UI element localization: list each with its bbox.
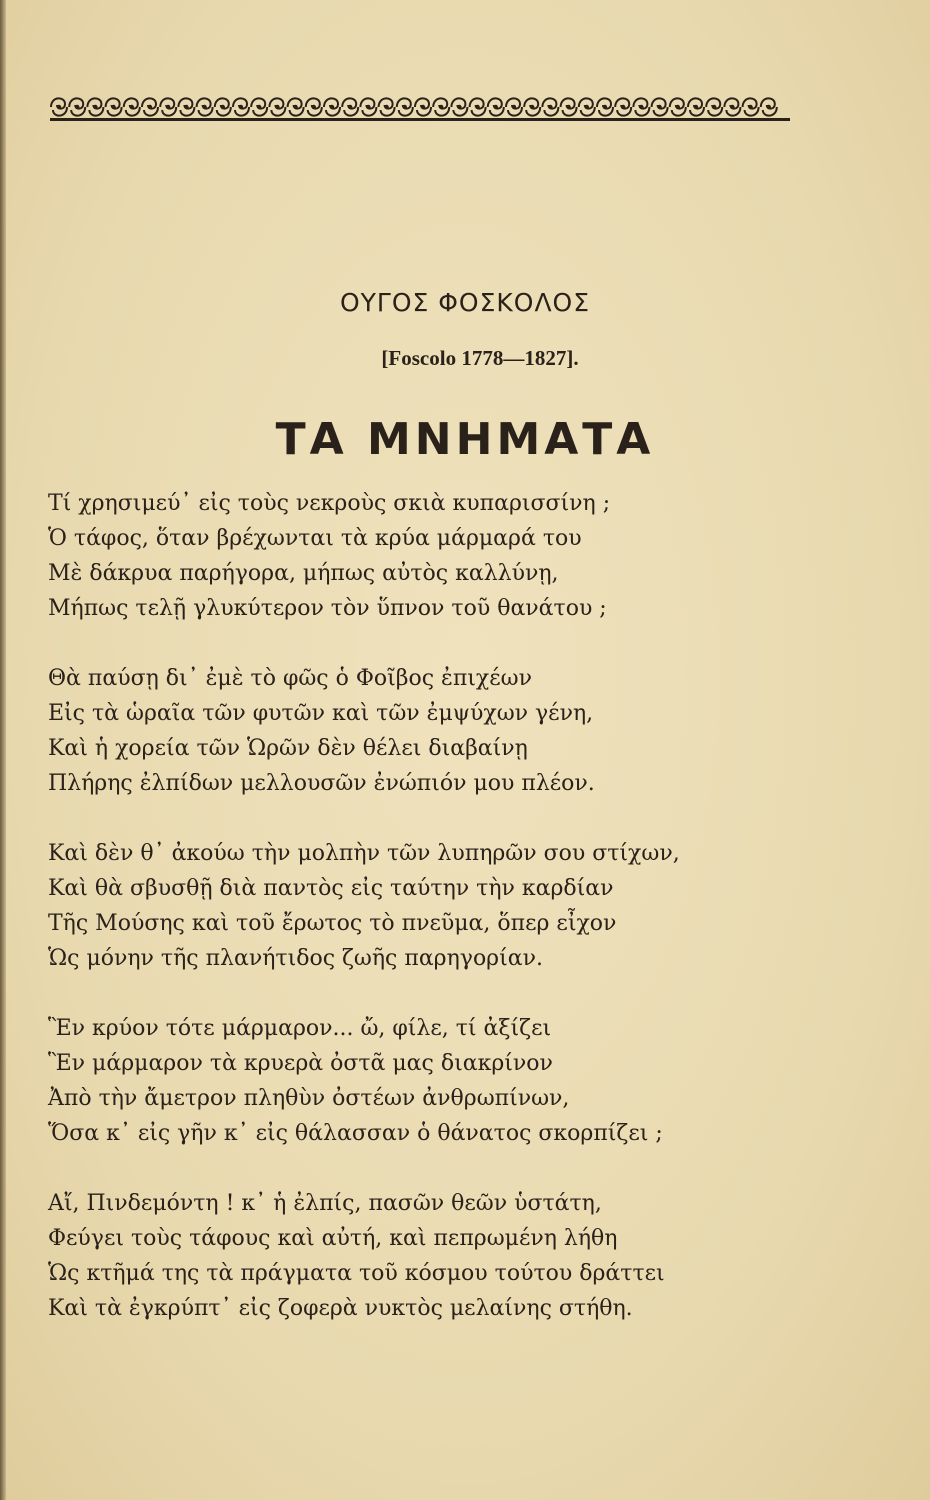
- stanza: [48, 1011, 748, 1151]
- stanza: [48, 1186, 748, 1326]
- poem-line: Μὲ δάκρυα παρήγορα, μήπως αὐτὸς καλλύνῃ,: [48, 561, 559, 586]
- poem-line: Πλήρης ἐλπίδων μελλουσῶν ἐνώπιόν μου πλέον.: [48, 771, 595, 796]
- poem-line: Φεύγει τοὺς τάφους καὶ αὐτή, καὶ πεπρωμένη λήθη: [48, 1226, 618, 1251]
- poem-line: Θὰ παύσῃ δι᾽ ἐμὲ τὸ φῶς ὁ Φοῖβος ἐπιχέων: [48, 666, 532, 691]
- author-dates: [Foscolo 1778—1827].: [381, 346, 579, 370]
- poem-line: Ἀπὸ τὴν ἄμετρον πληθὺν ὀστέων ἀνθρωπίνων,: [48, 1086, 570, 1111]
- poem-line: Ὡς κτῆμά της τὰ πράγματα τοῦ κόσμου τούτου δράττει: [48, 1261, 665, 1286]
- poem-line: Καὶ θὰ σβυσθῇ διὰ παντὸς εἰς ταύτην τὴν καρδίαν: [48, 876, 614, 901]
- poem-line: Μήπως τελῇ γλυκύτερον τὸν ὕπνον τοῦ θανάτου ;: [48, 596, 607, 621]
- stanza: [48, 486, 748, 626]
- poem-line: Τί χρησιμεύ᾽ εἰς τοὺς νεκροὺς σκιὰ κυπαρισσίνη ;: [48, 491, 611, 516]
- poem-line: Ἓν μάρμαρον τὰ κρυερὰ ὀστᾶ μας διακρίνον: [48, 1051, 553, 1076]
- binding-edge: [0, 0, 6, 1500]
- poem-line: Ἓν κρύον τότε μάρμαρον... ὤ, φίλε, τί ἀξίζει: [48, 1016, 552, 1041]
- author-name: ΟΥΓΟΣ ΦΟΣΚΟΛΟΣ: [339, 288, 591, 317]
- poem-line: Ὡς μόνην τῆς πλανήτιδος ζωῆς παρηγορίαν.: [48, 946, 543, 971]
- poem-title: ΤΑ ΜΝΗΜΑΤΑ: [275, 414, 655, 465]
- poem-line: Καὶ τὰ ἐγκρύπτ᾽ εἰς ζοφερὰ νυκτὸς μελαίνης στήθη.: [48, 1296, 633, 1321]
- poem-line: Καὶ δὲν θ᾽ ἀκούω τὴν μολπὴν τῶν λυπηρῶν σου στίχων,: [48, 841, 680, 866]
- poem-line: Τῆς Μούσης καὶ τοῦ ἔρωτος τὸ πνεῦμα, ὅπερ εἶχον: [48, 911, 617, 936]
- poem-body: [48, 486, 748, 1361]
- poem-line: Ὅσα κ᾽ εἰς γῆν κ᾽ εἰς θάλασσαν ὁ θάνατος σκορπίζει ;: [48, 1121, 663, 1146]
- decorative-header-ornament: [50, 92, 790, 122]
- poem-line: Αἴ, Πινδεμόντη ! κ᾽ ἡ ἐλπίς, πασῶν θεῶν ὑστάτη,: [48, 1191, 602, 1216]
- poem-line: Ὁ τάφος, ὅταν βρέχωνται τὰ κρύα μάρμαρά του: [48, 526, 582, 551]
- stanza: [48, 661, 748, 801]
- stanza: [48, 836, 748, 976]
- poem-line: Καὶ ἡ χορεία τῶν Ὡρῶν δὲν θέλει διαβαίνῃ: [48, 736, 528, 761]
- poem-line: Εἰς τὰ ὡραῖα τῶν φυτῶν καὶ τῶν ἐμψύχων γένη,: [48, 701, 594, 726]
